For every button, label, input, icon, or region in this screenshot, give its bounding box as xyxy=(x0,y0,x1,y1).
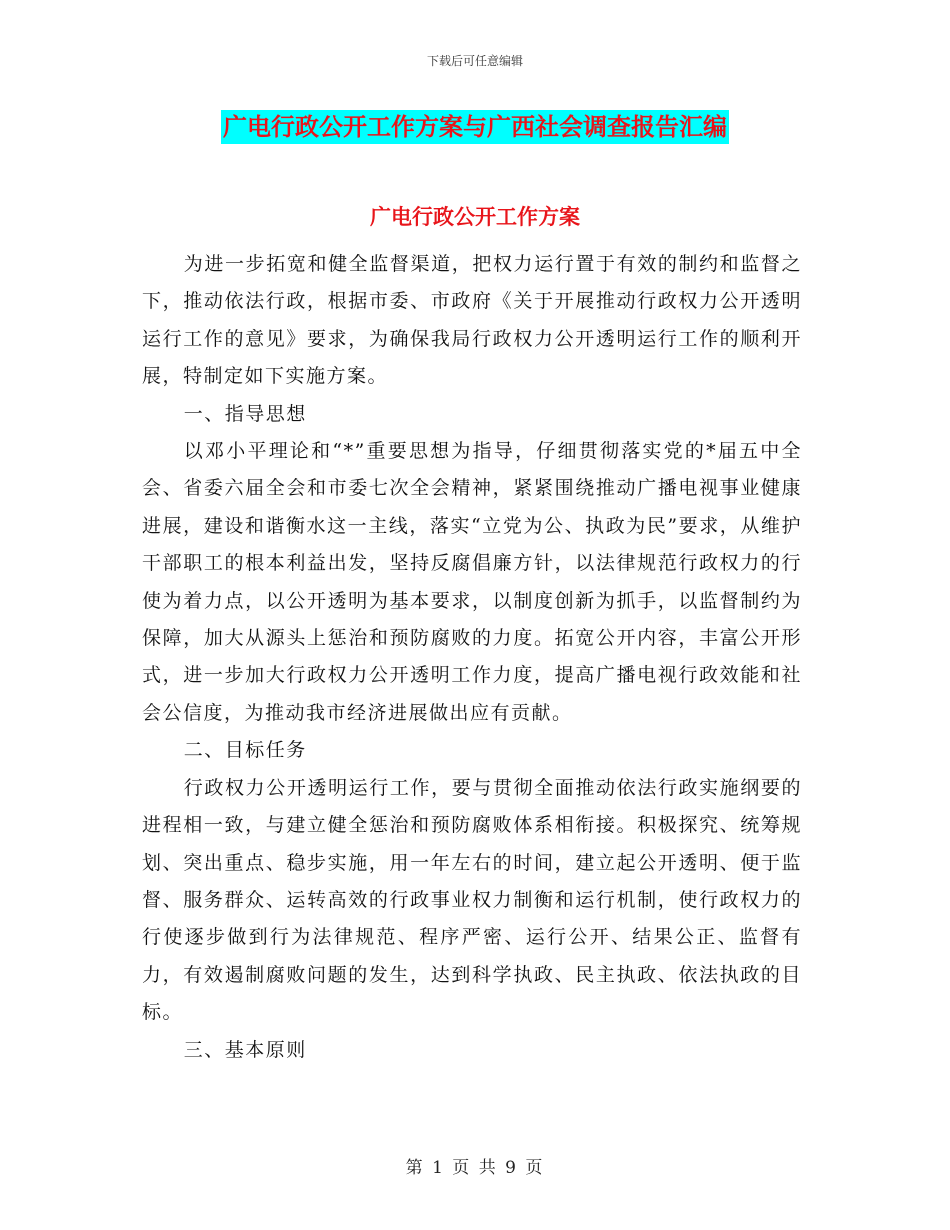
footer-prefix: 第 xyxy=(405,1158,425,1178)
header-note: 下载后可任意编辑 xyxy=(426,54,523,68)
paragraph-goals-tasks: 行政权力公开透明运行工作，要与贯彻全面推动依法行政实施纲要的进程相一致，与建立健全惩治和预防腐败体系相衔接。积极探究、统筹规划、突出重点、稳步实施，用一年左右的时间，建立起公开透明、便于监督、服务群众、运转高效的行政事业权力制衡和运行机制，使行政权力的行使逐步做到行为法律规范、程序严密、运行公开、结果公正、监督有力，有效遏制腐败问题的发生，达到科学执政、民主执政、依法执政的目标。 xyxy=(142,776,802,1024)
heading-goals-tasks: 二、目标任务 xyxy=(183,739,307,762)
section-title: 广电行政公开工作方案 xyxy=(370,204,580,229)
heading-basic-principles: 三、基本原则 xyxy=(183,1038,307,1061)
footer-current-page: 1 xyxy=(432,1158,445,1178)
heading-guiding-ideology: 一、指导思想 xyxy=(183,402,307,425)
page-number-footer xyxy=(0,1153,950,1178)
footer-middle: 页 共 xyxy=(452,1158,498,1178)
footer-total-pages: 9 xyxy=(505,1158,518,1178)
paragraph-intro: 为进一步拓宽和健全监督渠道，把权力运行置于有效的制约和监督之下，推动依法行政，根据市委、市政府《关于开展推动行政权力公开透明运行工作的意见》要求，为确保我局行政权力公开透明运行工作的顺利开展，特制定如下实施方案。 xyxy=(142,253,802,388)
body-text xyxy=(142,246,802,1069)
footer-suffix: 页 xyxy=(525,1158,545,1178)
paragraph-guiding-ideology: 以邓小平理论和“*”重要思想为指导，仔细贯彻落实党的*届五中全会、省委六届全会和市委七次全会精神，紧紧围绕推动广播电视事业健康进展，建设和谐衡水这一主线，落实“立党为公、执政为民”要求，从维护干部职工的根本利益出发，坚持反腐倡廉方针，以法律规范行政权力的行使为着力点，以公开透明为基本要求，以制度创新为抓手，以监督制约为保障，加大从源头上惩治和预防腐败的力度。拓宽公开内容，丰富公开形式，进一步加大行政权力公开透明工作力度，提高广播电视行政效能和社会公信度，为推动我市经济进展做出应有贡献。 xyxy=(142,440,802,724)
document-title: 广电行政公开工作方案与广西社会调查报告汇编 xyxy=(221,110,729,144)
